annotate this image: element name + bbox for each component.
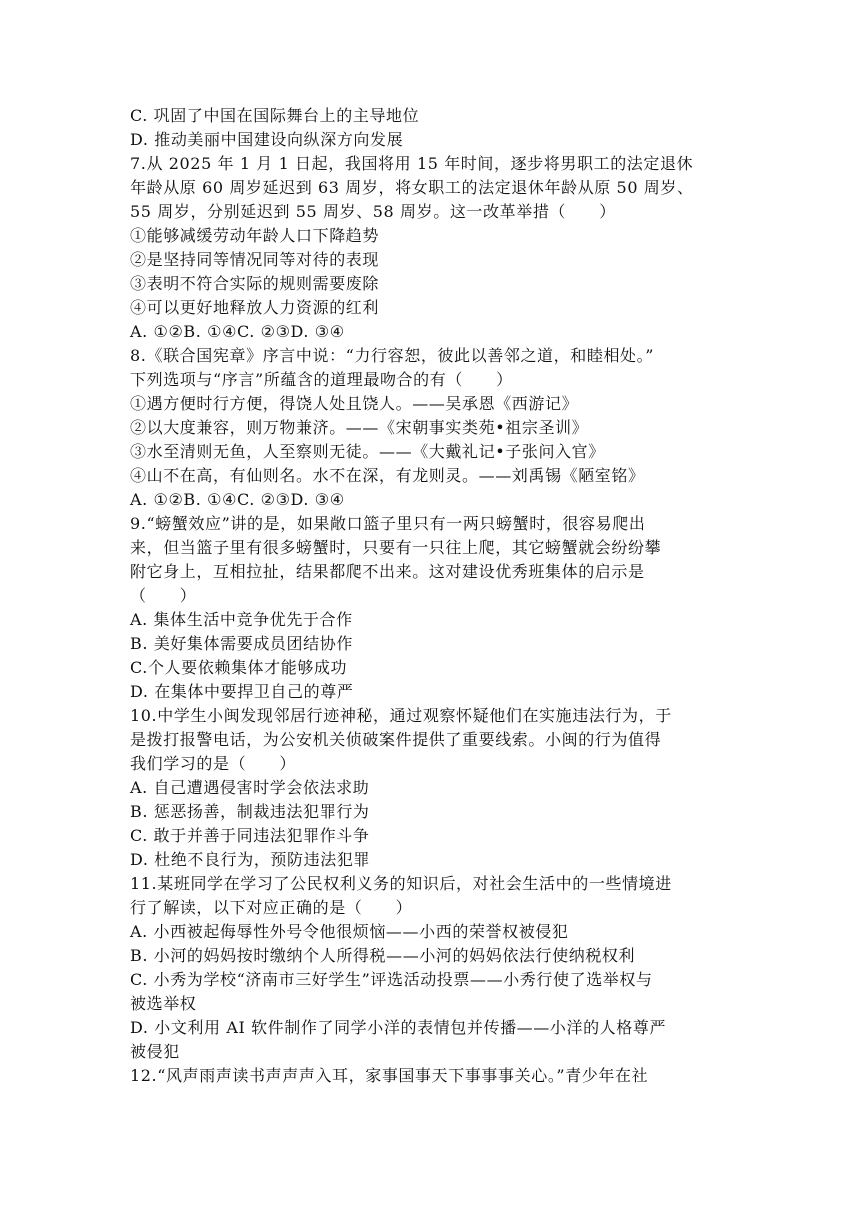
option-line: A. 小西被起侮辱性外号令他很烦恼——小西的荣誉权被侵犯 xyxy=(130,922,569,941)
option-line: C. 小秀为学校“济南市三好学生”评选活动投票——小秀行使了选举权与 xyxy=(130,970,653,989)
option-line: B. 小河的妈妈按时缴纳个人所得税——小河的妈妈依法行使纳税权利 xyxy=(130,946,636,965)
question-10-stem: 是拨打报警电话，为公安机关侦破案件提供了重要线索。小闽的行为值得 xyxy=(130,730,662,749)
statement-line: ②以大度兼容，则万物兼济。——《宋朝事实类苑•祖宗圣训》 xyxy=(130,418,589,437)
statement-line: ②是坚持同等情况同等对待的表现 xyxy=(130,250,380,269)
question-10-stem: 我们学习的是（ ） xyxy=(130,754,297,773)
question-7-stem: 55 周岁，分别延迟到 55 周岁、58 周岁。这一改革举措（ ） xyxy=(130,202,616,221)
statement-line: ③水至清则无鱼，人至察则无徒。——《大戴礼记•子张问入官》 xyxy=(130,442,605,461)
question-11-stem: 行了解读，以下对应正确的是（ ） xyxy=(130,898,413,917)
option-line: B. 惩恶扬善，制裁违法犯罪行为 xyxy=(130,802,370,821)
option-line: D. 在集体中要捍卫自己的尊严 xyxy=(130,682,354,701)
option-line: D. 杜绝不良行为，预防违法犯罪 xyxy=(130,850,371,869)
question-7-stem: 7.从 2025 年 1 月 1 日起，我国将用 15 年时间，逐步将男职工的法定退休 xyxy=(130,154,694,173)
option-line: 被选举权 xyxy=(130,994,197,1013)
statement-line: ③表明不符合实际的规则需要废除 xyxy=(130,274,380,293)
question-7-stem: 年龄从原 60 周岁延迟到 63 周岁，将女职工的法定退休年龄从原 50 周岁、 xyxy=(130,178,694,197)
question-8-stem: 8.《联合国宪章》序言中说：“力行容恕，彼此以善邻之道，和睦相处。” xyxy=(130,346,655,365)
question-9-stem: （ ） xyxy=(130,586,197,605)
option-line: C. 巩固了中国在国际舞台上的主导地位 xyxy=(130,106,420,125)
option-line: 被侵犯 xyxy=(130,1042,180,1061)
statement-line: ④山不在高，有仙则名。水不在深，有龙则灵。——刘禹锡《陋室铭》 xyxy=(130,466,645,485)
question-9-stem: 附它身上，互相拉扯，结果都爬不出来。这对建设优秀班集体的启示是 xyxy=(130,562,645,581)
option-line: D. 小文利用 AI 软件制作了同学小洋的表情包并传播——小洋的人格尊严 xyxy=(130,1018,667,1037)
question-10-stem: 10.中学生小闽发现邻居行迹神秘，通过观察怀疑他们在实施违法行为，于 xyxy=(130,706,672,725)
question-9-stem: 9.“螃蟹效应”讲的是，如果敞口篮子里只有一两只螃蟹时，很容易爬出 xyxy=(130,514,646,533)
option-line: A. 集体生活中竞争优先于合作 xyxy=(130,610,353,629)
question-8-stem: 下列选项与“序言”所蕴含的道理最吻合的有（ ） xyxy=(130,370,513,389)
statement-line: ①遇方便时行方便，得饶人处且饶人。——吴承恩《西游记》 xyxy=(130,394,579,413)
option-line: C. 敢于并善于同违法犯罪作斗争 xyxy=(130,826,370,845)
question-12-stem: 12.“风声雨声读书声声声入耳，家事国事天下事事事关心。”青少年在社 xyxy=(130,1066,649,1085)
option-line: A. 自己遭遇侵害时学会依法求助 xyxy=(130,778,370,797)
answer-options: A. ①②B. ①④C. ②③D. ③④ xyxy=(130,490,345,509)
statement-line: ④可以更好地释放人力资源的红利 xyxy=(130,298,380,317)
option-line: D. 推动美丽中国建设向纵深方向发展 xyxy=(130,130,404,149)
question-9-stem: 来，但当篮子里有很多螃蟹时，只要有一只往上爬，其它螃蟹就会纷纷攀 xyxy=(130,538,662,557)
statement-line: ①能够减缓劳动年龄人口下降趋势 xyxy=(130,226,380,245)
option-line: C.个人要依赖集体才能够成功 xyxy=(130,658,348,677)
option-line: B. 美好集体需要成员团结协作 xyxy=(130,634,353,653)
answer-options: A. ①②B. ①④C. ②③D. ③④ xyxy=(130,322,345,341)
question-11-stem: 11.某班同学在学习了公民权利义务的知识后，对社会生活中的一些情境进 xyxy=(130,874,672,893)
document-body xyxy=(130,104,730,1088)
